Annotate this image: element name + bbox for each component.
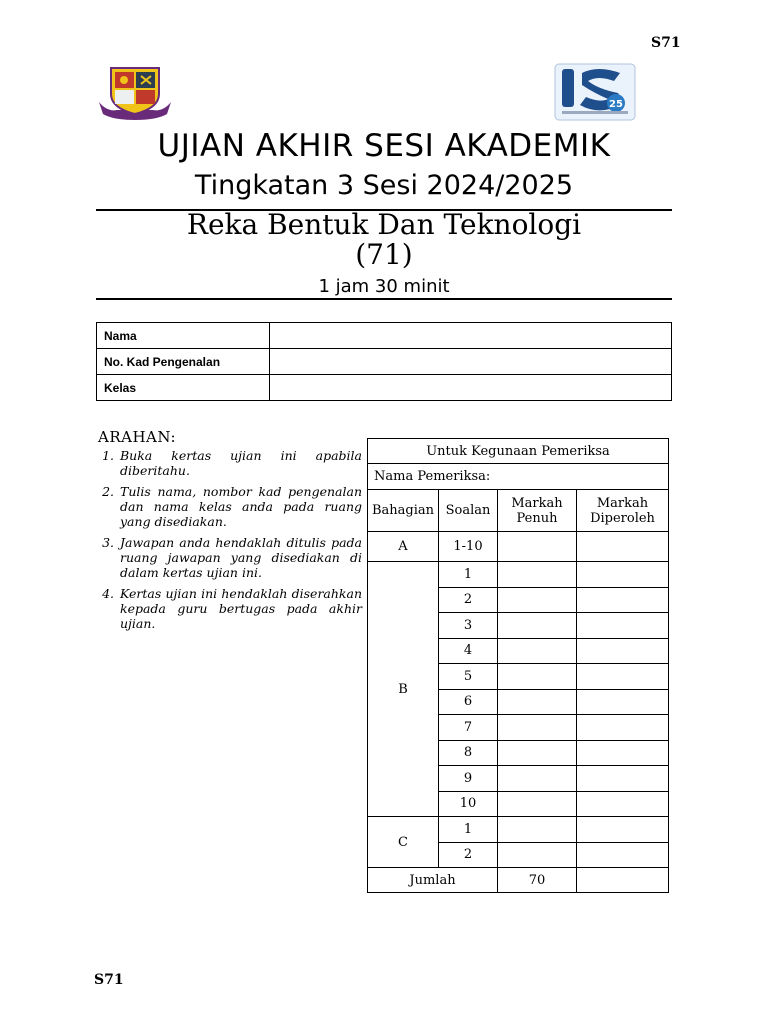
question-number: 1	[439, 817, 498, 843]
marks-obtained-cell[interactable]	[577, 791, 669, 817]
full-marks-cell	[498, 562, 577, 588]
full-marks-cell	[498, 791, 577, 817]
marks-obtained-cell[interactable]	[577, 740, 669, 766]
full-marks-cell	[498, 532, 577, 562]
question-number: 1	[439, 562, 498, 588]
paper-code-top: S71	[651, 35, 681, 51]
question-number: 2	[439, 842, 498, 868]
info-label: Nama	[97, 323, 270, 349]
exam-title: UJIAN AKHIR SESI AKADEMIK	[157, 128, 611, 164]
subject-code: (71)	[355, 238, 413, 271]
header-full-marks: Markah Penuh	[498, 490, 577, 532]
section-c-label: C	[368, 817, 439, 868]
total-marks-obtained[interactable]	[577, 868, 669, 893]
instruction-item: 4. Kertas ujian ini hendaklah diserahkan kepada guru bertugas pada akhir ujian.	[118, 586, 362, 631]
question-number: 5	[439, 664, 498, 690]
svg-text:25: 25	[609, 99, 623, 110]
full-marks-cell	[498, 613, 577, 639]
section-a-label: A	[368, 532, 439, 562]
question-number: 7	[439, 715, 498, 741]
info-label: Kelas	[97, 375, 270, 401]
subject-name: Reka Bentuk Dan Teknologi	[186, 208, 582, 241]
marks-obtained-cell[interactable]	[577, 532, 669, 562]
full-marks-cell	[498, 817, 577, 843]
full-marks-cell	[498, 638, 577, 664]
examiner-table	[367, 438, 669, 893]
divider-bottom	[96, 298, 672, 300]
instruction-item: 2. Tulis nama, nombor kad pengenalan dan nama kelas anda pada ruang yang disediakan.	[118, 484, 362, 529]
marks-obtained-cell[interactable]	[577, 817, 669, 843]
ic-number-field[interactable]	[270, 349, 672, 375]
section-b-label: B	[368, 562, 439, 817]
subject-block	[96, 210, 672, 270]
school-crest-logo	[97, 62, 173, 122]
instructions-list	[98, 448, 362, 637]
marks-obtained-cell[interactable]	[577, 842, 669, 868]
examiner-table-title: Untuk Kegunaan Pemeriksa	[368, 439, 669, 464]
header-question: Soalan	[439, 490, 498, 532]
header-section: Bahagian	[368, 490, 439, 532]
class-field[interactable]	[270, 375, 672, 401]
full-marks-cell	[498, 587, 577, 613]
paper-code-bottom: S71	[94, 972, 124, 988]
full-marks-cell	[498, 766, 577, 792]
marks-obtained-cell[interactable]	[577, 689, 669, 715]
full-marks-cell	[498, 689, 577, 715]
full-marks-cell	[498, 842, 577, 868]
exam-duration: 1 jam 30 minit	[318, 276, 450, 297]
name-field[interactable]	[270, 323, 672, 349]
question-number: 1-10	[439, 532, 498, 562]
question-number: 2	[439, 587, 498, 613]
question-number: 10	[439, 791, 498, 817]
question-number: 4	[439, 638, 498, 664]
instructions-heading: ARAHAN:	[98, 428, 177, 446]
info-label: No. Kad Pengenalan	[97, 349, 270, 375]
marks-obtained-cell[interactable]	[577, 562, 669, 588]
info-row-class	[97, 375, 672, 401]
total-full-marks: 70	[498, 868, 577, 893]
marks-obtained-cell[interactable]	[577, 613, 669, 639]
marks-obtained-cell[interactable]	[577, 715, 669, 741]
header-marks-obtained: Markah Diperoleh	[577, 490, 669, 532]
candidate-info-table	[96, 322, 672, 401]
full-marks-cell	[498, 664, 577, 690]
marks-obtained-cell[interactable]	[577, 766, 669, 792]
info-row-name	[97, 323, 672, 349]
program-logo	[554, 63, 636, 121]
question-number: 8	[439, 740, 498, 766]
question-number: 3	[439, 613, 498, 639]
question-number: 9	[439, 766, 498, 792]
full-marks-cell	[498, 715, 577, 741]
question-number: 6	[439, 689, 498, 715]
instruction-item: 3. Jawapan anda hendaklah ditulis pada ruang jawapan yang disediakan di dalam kertas ujian ini.	[118, 535, 362, 580]
marks-obtained-cell[interactable]	[577, 587, 669, 613]
marks-obtained-cell[interactable]	[577, 638, 669, 664]
total-label: Jumlah	[368, 868, 498, 893]
info-row-ic	[97, 349, 672, 375]
instruction-item: 1. Buka kertas ujian ini apabila diberitahu.	[118, 448, 362, 478]
examiner-name-field[interactable]: Nama Pemeriksa:	[368, 464, 669, 490]
marks-obtained-cell[interactable]	[577, 664, 669, 690]
exam-form-session: Tingkatan 3 Sesi 2024/2025	[194, 170, 574, 201]
full-marks-cell	[498, 740, 577, 766]
